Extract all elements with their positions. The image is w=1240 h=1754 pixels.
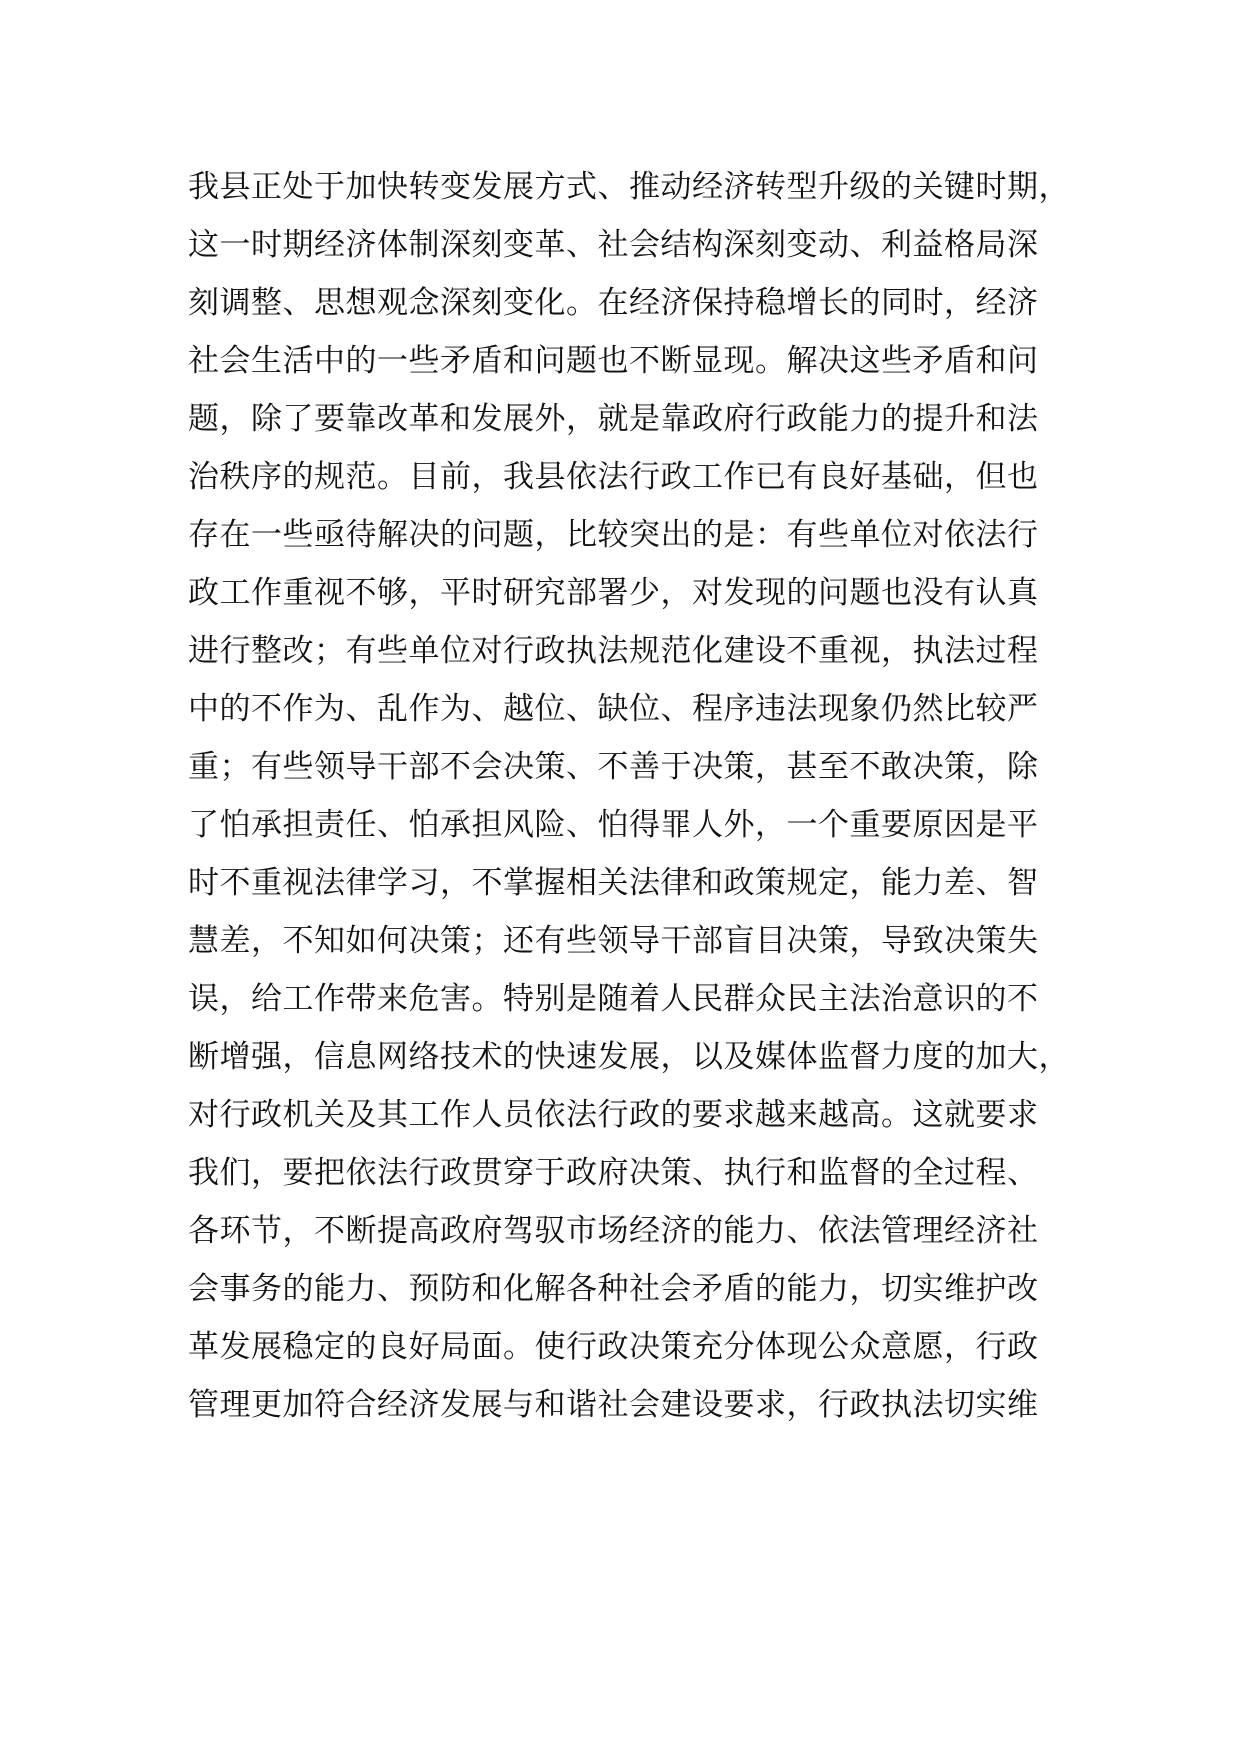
text-line-6: 治秩序的规范。目前，我县依法行政工作已有良好基础，但也	[188, 459, 1039, 495]
text-line-13: 时不重视法律学习，不掌握相关法律和政策规定，能力差、智	[188, 865, 1039, 901]
text-line-18: 我们，要把依法行政贯穿于政府决策、执行和监督的全过程、	[188, 1155, 1039, 1191]
text-line-15: 误，给工作带来危害。特别是随着人民群众民主法治意识的不	[188, 981, 1039, 1017]
text-line-7: 存在一些亟待解决的问题，比较突出的是：有些单位对依法行	[188, 517, 1039, 553]
text-line-2: 这一时期经济体制深刻变革、社会结构深刻变动、利益格局深	[188, 227, 1039, 263]
text-line-11: 重；有些领导干部不会决策、不善于决策，甚至不敢决策，除	[188, 749, 1039, 785]
text-line-12: 了怕承担责任、怕承担风险、怕得罪人外，一个重要原因是平	[188, 807, 1039, 843]
text-line-20: 会事务的能力、预防和化解各种社会矛盾的能力，切实维护改	[188, 1271, 1039, 1307]
text-line-5: 题，除了要靠改革和发展外，就是靠政府行政能力的提升和法	[188, 401, 1039, 437]
text-line-17: 对行政机关及其工作人员依法行政的要求越来越高。这就要求	[188, 1097, 1039, 1133]
text-line-19: 各环节，不断提高政府驾驭市场经济的能力、依法管理经济社	[188, 1213, 1039, 1249]
text-line-3: 刻调整、思想观念深刻变化。在经济保持稳增长的同时，经济	[188, 285, 1039, 321]
text-line-14: 慧差，不知如何决策；还有些领导干部盲目决策，导致决策失	[188, 923, 1039, 959]
text-line-16: 断增强，信息网络技术的快速发展，以及媒体监督力度的加大，	[188, 1039, 1070, 1075]
text-line-22: 管理更加符合经济发展与和谐社会建设要求，行政执法切实维	[188, 1387, 1039, 1423]
text-line-8: 政工作重视不够，平时研究部署少，对发现的问题也没有认真	[188, 575, 1039, 611]
text-line-10: 中的不作为、乱作为、越位、缺位、程序违法现象仍然比较严	[188, 691, 1039, 727]
text-line-21: 革发展稳定的良好局面。使行政决策充分体现公众意愿，行政	[188, 1329, 1039, 1365]
text-line-4: 社会生活中的一些矛盾和问题也不断显现。解决这些矛盾和问	[188, 343, 1039, 379]
text-line-1: 我县正处于加快转变发展方式、推动经济转型升级的关键时期，	[188, 169, 1070, 205]
text-line-9: 进行整改；有些单位对行政执法规范化建设不重视，执法过程	[188, 633, 1039, 669]
